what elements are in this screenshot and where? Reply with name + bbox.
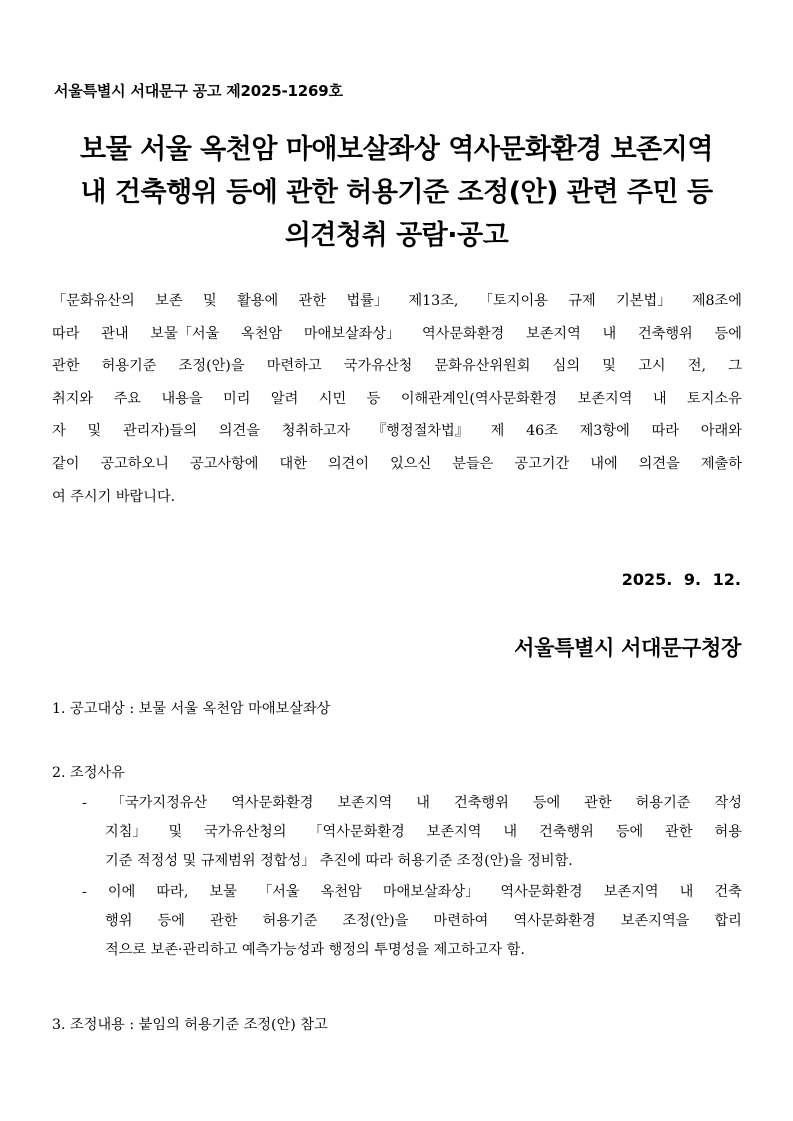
intro-paragraph (52, 285, 742, 513)
word: 의견을 (638, 455, 680, 472)
word: 마애보살좌상」 (303, 325, 401, 342)
word: 등에 (615, 824, 644, 840)
word: 제3항에 (579, 423, 630, 440)
word: 내 (602, 325, 617, 342)
word: 분들은 (452, 455, 494, 472)
word: 아래와 (700, 423, 742, 440)
bullet-line: 기준 적정성 및 규제범위 정합성」 추진에 따라 허용기준 조정(안)을 정비함. (105, 853, 573, 869)
section-content: 3. 조정내용 : 붙임의 허용기준 조정(안) 참고 (52, 1017, 328, 1033)
word: 및 (202, 293, 217, 309)
word: 관한 (584, 795, 612, 811)
word: 및 (87, 423, 102, 440)
word: 관한 (210, 913, 238, 929)
word: 이에 (107, 884, 136, 900)
word: 허용기준 (262, 913, 318, 929)
word: 전, (687, 358, 707, 375)
word: 보존지역 (337, 795, 393, 811)
word: 의견이 (327, 455, 370, 472)
word: 문화유산위원회 (434, 358, 531, 375)
word: 건축행위 (637, 325, 693, 342)
word: 건축 (714, 884, 742, 900)
title-line: 보물 서울 옥천암 마애보살좌상 역사문화환경 보존지역 (80, 134, 713, 165)
word: 청취하고자 (281, 423, 351, 440)
word: 심의 (552, 358, 581, 375)
bullet-line (82, 878, 742, 907)
word: 「문화유산의 (52, 293, 135, 309)
word: 공고하오니 (100, 455, 169, 472)
word: 따라, (156, 884, 189, 900)
word: - (82, 884, 87, 900)
word: 내 (416, 795, 430, 811)
word: 합리 (714, 913, 742, 929)
document-title (40, 128, 753, 257)
word: 마련하고 (266, 358, 322, 375)
word: 지침」 (105, 824, 147, 840)
word: 건축행위 (539, 824, 594, 840)
word: 관리자)들의 (122, 423, 198, 440)
word: 공고기간 (514, 455, 570, 472)
issuer-name: 서울특별시 서대문구청장 (514, 636, 741, 660)
word: 기본법」 (616, 293, 672, 309)
word: 보물 (209, 884, 237, 900)
word: 있으신 (390, 455, 432, 472)
word: 옥천암 (320, 884, 362, 900)
word: 제8조에 (691, 293, 742, 309)
intro-line (52, 285, 742, 318)
notice-date: 2025. 9. 12. (621, 570, 741, 589)
word: 알려 (270, 390, 299, 407)
word: 보존지역 (577, 390, 633, 407)
word: 내 (679, 884, 694, 900)
title-line: 내 건축행위 등에 관한 허용기준 조정(안) 관련 주민 등 (80, 177, 713, 208)
word: 내 (652, 390, 667, 407)
reason-bullet-2 (82, 878, 742, 965)
word: 보존지역 (603, 884, 659, 900)
word: 내 (503, 824, 518, 840)
word: 「토지이용 (478, 293, 548, 309)
word: 건축행위 (454, 795, 509, 811)
intro-line (52, 383, 742, 416)
word: 취지와 (52, 390, 94, 407)
word: 46조 (526, 423, 558, 440)
word: 활용에 (237, 293, 279, 309)
word: 따라 (651, 423, 680, 440)
word: 허용 (714, 824, 742, 840)
section-reason-heading: 2. 조정사유 (52, 765, 125, 781)
section-target: 1. 공고대상 : 보물 서울 옥천암 마애보살좌상 (52, 701, 331, 717)
notice-number: 서울특별시 서대문구 공고 제2025-1269호 (54, 82, 343, 100)
word: 보존지역 (525, 325, 581, 342)
word: 내에 (590, 455, 618, 472)
word: 옥천암 (241, 325, 283, 342)
word: 허용기준 (101, 358, 157, 375)
word: 등에 (714, 325, 742, 342)
word: 보물「서울 (150, 325, 220, 342)
word: 및 (168, 824, 183, 840)
word: 등에 (532, 795, 561, 811)
word: 행위 (105, 913, 133, 929)
word: 제13조, (408, 293, 459, 309)
word: 관한 (52, 358, 80, 375)
word: 역사문화환경 (422, 325, 505, 342)
word: 의견을 (218, 423, 260, 440)
word: 역사문화환경 (500, 884, 583, 900)
word: 마련하여 (433, 913, 489, 929)
word: 『행정절차법』 (371, 423, 469, 440)
bullet-line: 적으로 보존·관리하고 예측가능성과 행정의 투명성을 제고하고자 함. (105, 942, 525, 958)
word: 및 (602, 358, 617, 375)
word: 시민 (318, 390, 347, 407)
word: 따라 (52, 325, 80, 342)
word: 「국가지정유산 (110, 795, 208, 811)
word: - (82, 795, 87, 811)
word: 법률」 (346, 293, 389, 309)
title-line: 의견청취 공람·공고 (284, 220, 509, 251)
intro-line: 여 주시기 바랍니다. (52, 488, 176, 505)
word: 관내 (101, 325, 129, 342)
intro-line (52, 350, 742, 383)
intro-line (52, 448, 742, 481)
word: 그 (728, 358, 742, 375)
word: 제 (490, 423, 505, 440)
word: 「역사문화환경 (308, 824, 405, 840)
bullet-line (82, 818, 742, 847)
word: 국가유산청의 (204, 824, 287, 840)
word: 보존지역 (426, 824, 482, 840)
word: 관한 (298, 293, 327, 309)
reason-bullet-1 (82, 789, 742, 876)
word: 작성 (714, 795, 742, 811)
word: 토지소유 (687, 390, 742, 407)
word: 역사문화환경 (513, 913, 596, 929)
word: 이해관계인(역사문화환경 (400, 390, 558, 407)
bullet-line (82, 907, 742, 936)
word: 같이 (52, 455, 80, 472)
word: 관한 (665, 824, 693, 840)
word: 공고사항에 (189, 455, 259, 472)
word: 대한 (279, 455, 307, 472)
word: 마애보살좌상」 (382, 884, 480, 900)
word: 규제 (568, 293, 596, 309)
word: 국가유산청 (343, 358, 413, 375)
word: 내용을 (161, 390, 203, 407)
intro-line (52, 318, 742, 351)
word: 허용기준 (635, 795, 691, 811)
word: 고시 (638, 358, 666, 375)
intro-line (52, 415, 742, 448)
word: 조정(안)을 (178, 358, 245, 375)
word: 역사문화환경 (231, 795, 314, 811)
word: 주요 (113, 390, 141, 407)
word: 자 (52, 423, 66, 440)
word: 「서울 (257, 884, 300, 900)
word: 미리 (223, 390, 251, 407)
word: 보존 (155, 293, 183, 309)
word: 제출하 (700, 455, 742, 472)
bullet-line (82, 789, 742, 818)
word: 조정(안)을 (342, 913, 409, 929)
word: 등에 (157, 913, 185, 929)
word: 등 (366, 390, 381, 407)
word: 보존지역을 (620, 913, 690, 929)
